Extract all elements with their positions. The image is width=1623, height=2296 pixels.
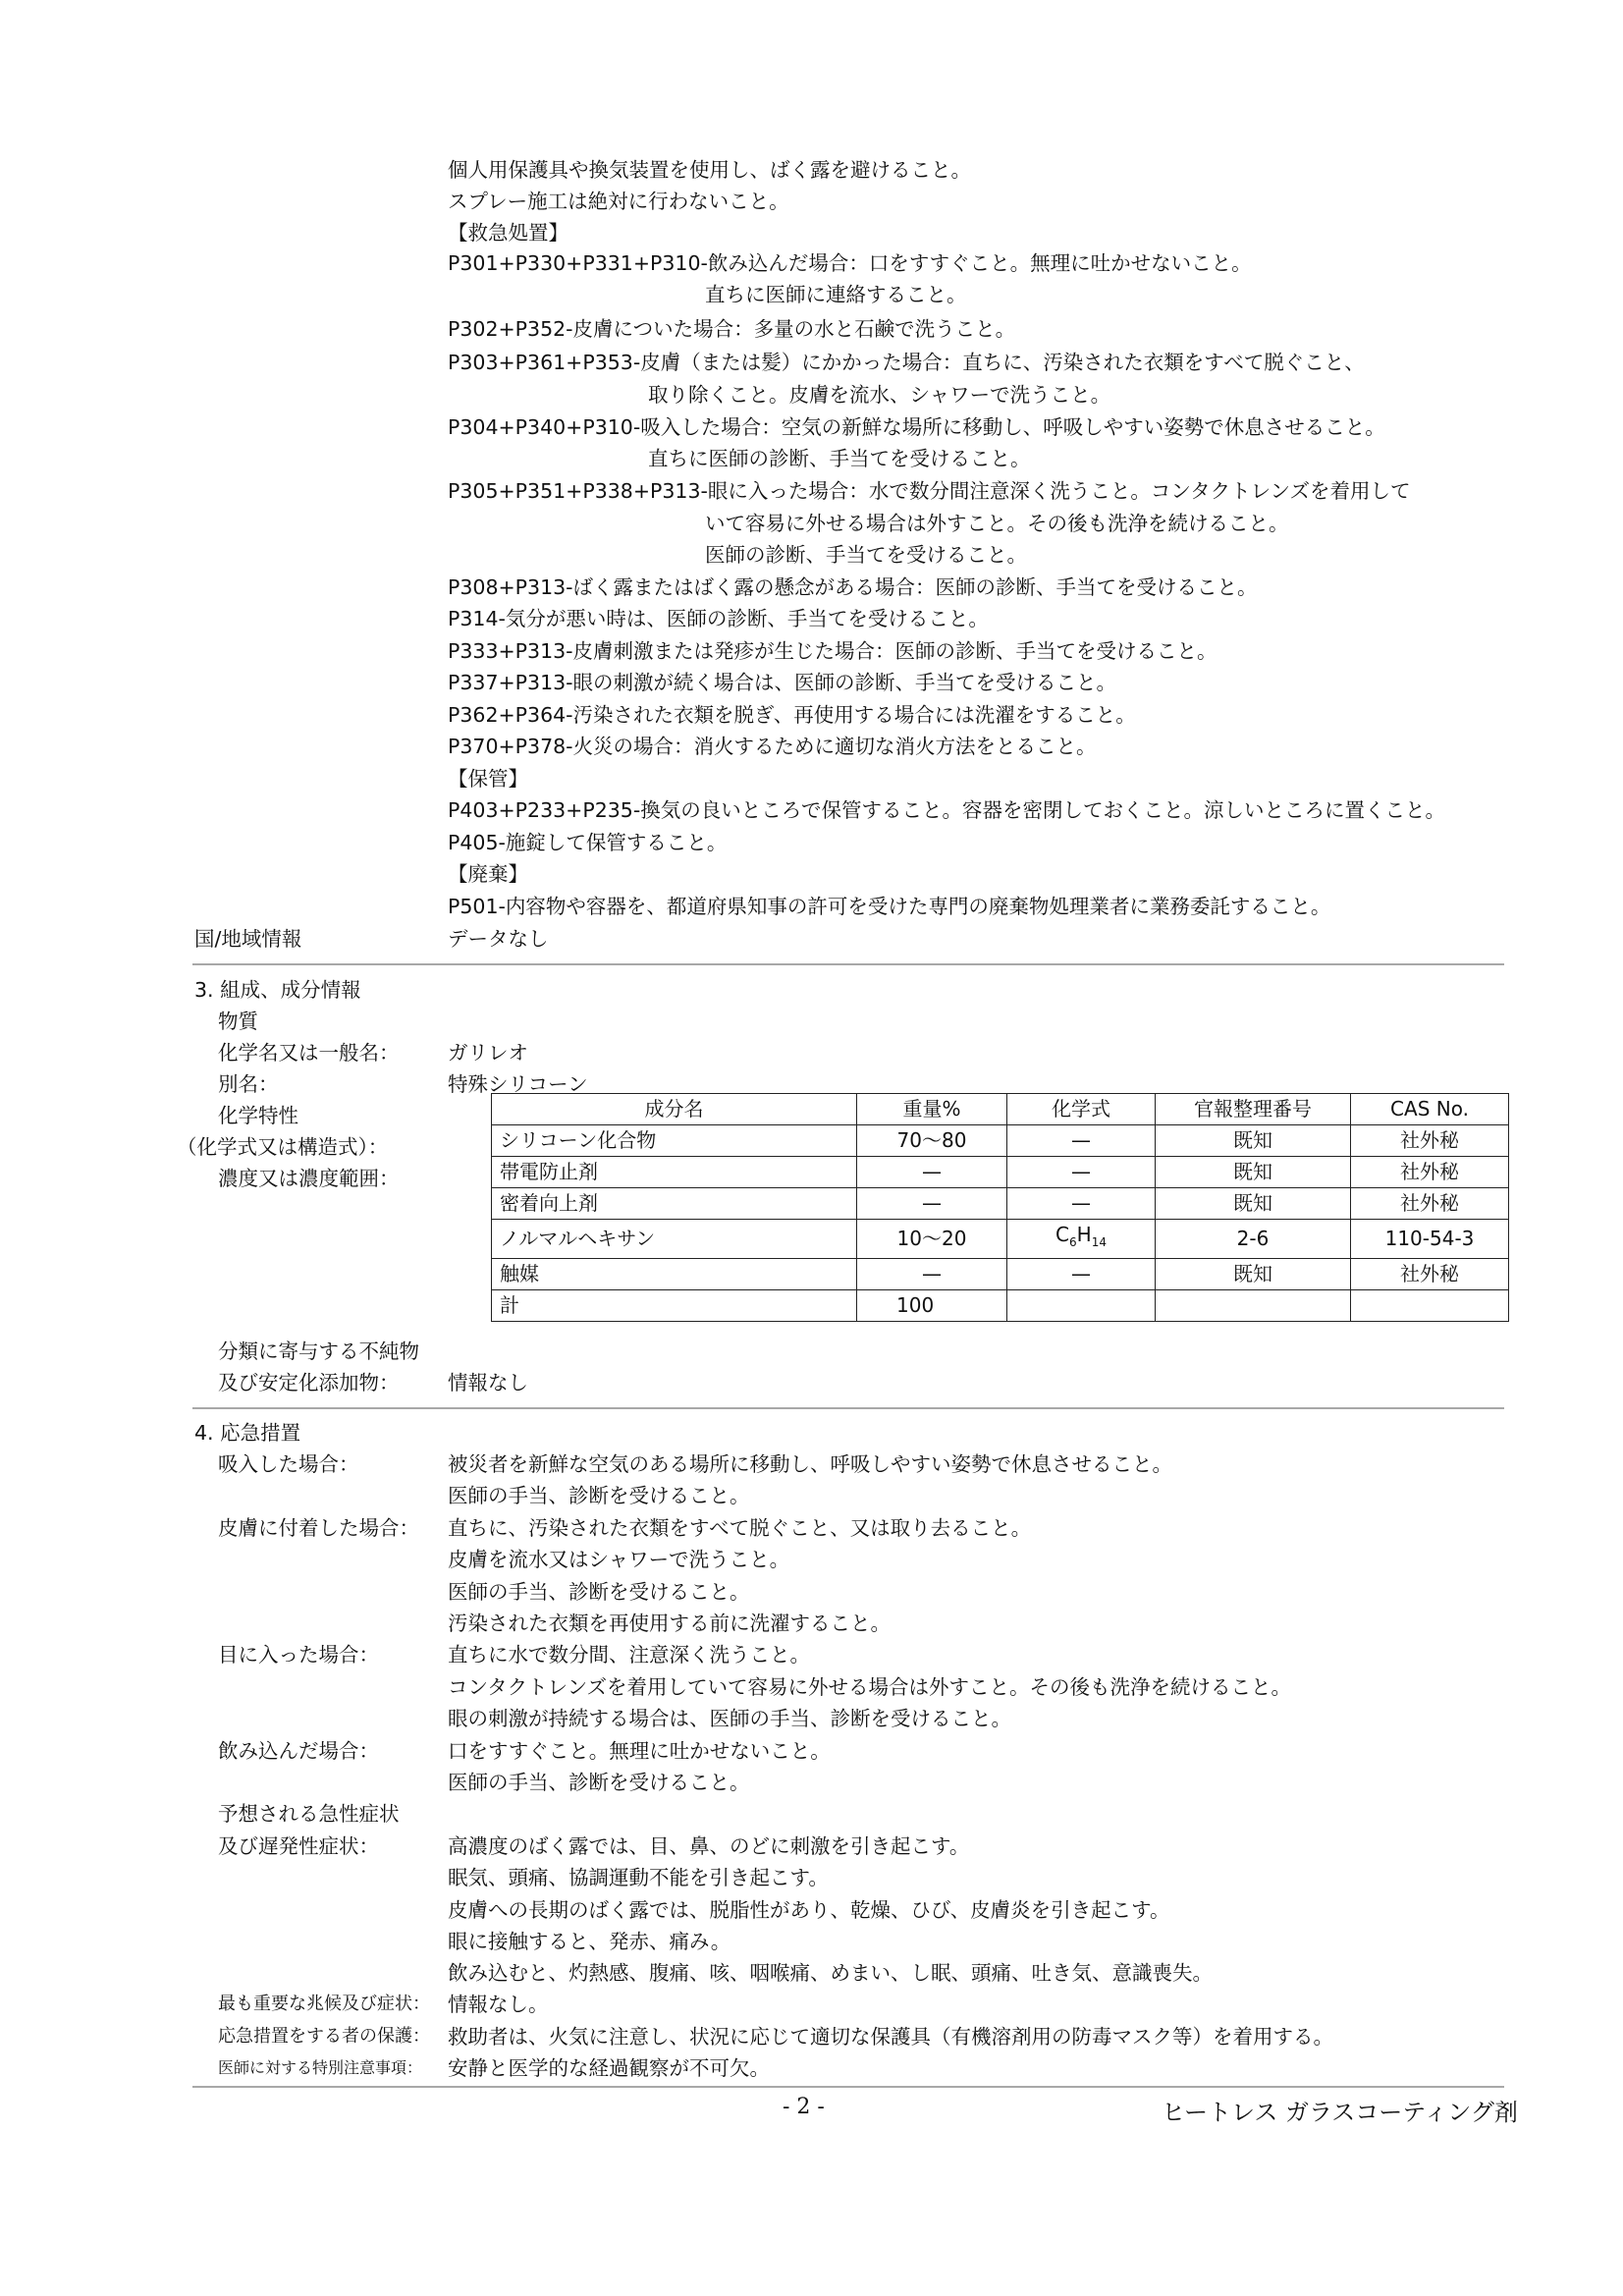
impurity-label-2: 及び安定化添加物： bbox=[218, 1371, 400, 1394]
table-header: 重量% bbox=[857, 1094, 1007, 1125]
text-line: P314-気分が悪い時は、医師の診断、手当てを受けること。 bbox=[448, 607, 989, 630]
rescuer-protection-value: 救助者は、火気に注意し、状況に応じて適切な保護具（有機溶剤用の防毒マスク等）を着用する。 bbox=[448, 2025, 1333, 2049]
table-cell: 既知 bbox=[1156, 1157, 1351, 1188]
table-cell: — bbox=[1007, 1157, 1156, 1188]
text-line: スプレー施工は絶対に行わないこと。 bbox=[448, 190, 789, 213]
text-line: P303+P361+P353-皮膚（または髪）にかかった場合：直ちに、汚染された衣類をすべて脱ぐこと、 bbox=[448, 351, 1365, 374]
table-header: 官報整理番号 bbox=[1156, 1094, 1351, 1125]
table-cell: — bbox=[1007, 1188, 1156, 1220]
doctor-note-label: 医師に対する特別注意事項： bbox=[218, 2058, 423, 2077]
table-header-row bbox=[492, 1094, 1509, 1125]
text-line: 飲み込むと、灼熱感、腹痛、咳、咽喉痛、めまい、し眠、頭痛、吐き気、意識喪失。 bbox=[448, 1961, 1213, 1985]
text-line: 医師の診断、手当てを受けること。 bbox=[705, 543, 1027, 567]
subheading-storage: 【保管】 bbox=[448, 767, 528, 791]
table-cell bbox=[1007, 1290, 1156, 1322]
text-line: P308+P313-ばく露またはばく露の懸念がある場合：医師の診断、手当てを受けること。 bbox=[448, 575, 1258, 599]
formula-c-subscript: 6 bbox=[1069, 1235, 1077, 1249]
table-cell: シリコーン化合物 bbox=[492, 1125, 857, 1157]
table-cell-formula bbox=[1007, 1220, 1156, 1259]
table-header: CAS No. bbox=[1351, 1094, 1509, 1125]
table-cell bbox=[1351, 1290, 1509, 1322]
table-cell: 帯電防止剤 bbox=[492, 1157, 857, 1188]
impurity-value: 情報なし bbox=[448, 1371, 528, 1394]
rescuer-protection-label: 応急措置をする者の保護： bbox=[218, 2026, 430, 2047]
text-line: 医師の手当、診断を受けること。 bbox=[448, 1580, 750, 1604]
region-info-label: 国/地域情報 bbox=[194, 927, 302, 951]
text-line: P305+P351+P338+P313-眼に入った場合：水で数分間注意深く洗うこと。コンタクトレンズを着用して bbox=[448, 479, 1411, 503]
text-line: P370+P378-火災の場合：消火するために適切な消火方法をとること。 bbox=[448, 735, 1097, 758]
table-cell: — bbox=[857, 1157, 1007, 1188]
composition-table bbox=[491, 1093, 1509, 1322]
formula-c: C bbox=[1055, 1223, 1069, 1246]
table-cell: — bbox=[857, 1259, 1007, 1290]
divider bbox=[192, 963, 1504, 965]
text-line: P362+P364-汚染された衣類を脱ぎ、再使用する場合には洗濯をすること。 bbox=[448, 703, 1136, 727]
skin-label: 皮膚に付着した場合： bbox=[218, 1516, 419, 1540]
text-line: コンタクトレンズを着用していて容易に外せる場合は外すこと。その後も洗浄を続けること。 bbox=[448, 1675, 1292, 1699]
section-title: 4. 応急措置 bbox=[194, 1421, 301, 1445]
text-line: 皮膚を流水又はシャワーで洗うこと。 bbox=[448, 1548, 790, 1571]
text-line: 汚染された衣類を再使用する前に洗濯すること。 bbox=[448, 1612, 891, 1635]
text-line: P302+P352-皮膚についた場合：多量の水と石鹸で洗うこと。 bbox=[448, 317, 1016, 341]
table-header: 成分名 bbox=[492, 1094, 857, 1125]
page-number: - 2 - bbox=[783, 2095, 825, 2119]
important-symptom-value: 情報なし。 bbox=[448, 1993, 549, 2016]
text-line: 医師の手当、診断を受けること。 bbox=[448, 1771, 750, 1794]
table-cell: 触媒 bbox=[492, 1259, 857, 1290]
text-line: 直ちに医師の診断、手当てを受けること。 bbox=[648, 447, 1031, 470]
text-line: 個人用保護具や換気装置を使用し、ばく露を避けること。 bbox=[448, 158, 971, 182]
table-cell: — bbox=[1007, 1259, 1156, 1290]
important-symptom-label: 最も重要な兆候及び症状： bbox=[218, 1994, 430, 2014]
table-row bbox=[492, 1157, 1509, 1188]
name-value: ガリレオ bbox=[448, 1041, 528, 1065]
text-line: 直ちに、汚染された衣類をすべて脱ぐこと、又は取り去ること。 bbox=[448, 1516, 1032, 1540]
text-line: 口をすすぐこと。無理に吐かせないこと。 bbox=[448, 1739, 831, 1763]
text-line: 直ちに医師に連絡すること。 bbox=[705, 283, 967, 306]
table-cell: 既知 bbox=[1156, 1259, 1351, 1290]
table-cell: 2-6 bbox=[1156, 1220, 1351, 1259]
table-header: 化学式 bbox=[1007, 1094, 1156, 1125]
table-cell: ノルマルヘキサン bbox=[492, 1220, 857, 1259]
text-line: 高濃度のばく露では、目、鼻、のどに刺激を引き起こす。 bbox=[448, 1834, 970, 1858]
doctor-note-value: 安静と医学的な経過観察が不可欠。 bbox=[448, 2056, 770, 2080]
table-cell: — bbox=[1007, 1125, 1156, 1157]
text-line: 皮膚への長期のばく露では、脱脂性があり、乾燥、ひび、皮膚炎を引き起こす。 bbox=[448, 1898, 1170, 1922]
table-row bbox=[492, 1259, 1509, 1290]
text-line: 眠気、頭痛、協調運動不能を引き起こす。 bbox=[448, 1866, 829, 1889]
text-line: P403+P233+P235-換気の良いところで保管すること。容器を密閉しておくこと。涼しいところに置くこと。 bbox=[448, 798, 1446, 822]
chem-property-label: 化学特性 bbox=[218, 1104, 298, 1127]
formula-h-subscript: 14 bbox=[1091, 1235, 1107, 1249]
text-line: 被災者を新鮮な空気のある場所に移動し、呼吸しやすい姿勢で休息させること。 bbox=[448, 1452, 1172, 1476]
table-cell: 社外秘 bbox=[1351, 1188, 1509, 1220]
table-cell: 密着向上剤 bbox=[492, 1188, 857, 1220]
table-cell: 既知 bbox=[1156, 1188, 1351, 1220]
alias-label: 別名： bbox=[218, 1072, 279, 1096]
subheading-disposal: 【廃棄】 bbox=[448, 862, 528, 886]
table-cell: 70～80 bbox=[857, 1125, 1007, 1157]
text-line: P405-施錠して保管すること。 bbox=[448, 831, 728, 854]
section-title: 3. 組成、成分情報 bbox=[194, 978, 361, 1002]
table-cell: 計 bbox=[492, 1290, 857, 1322]
symptom-label: 予想される急性症状 bbox=[218, 1802, 400, 1826]
table-cell: 110-54-3 bbox=[1351, 1220, 1509, 1259]
inhalation-label: 吸入した場合： bbox=[218, 1452, 359, 1476]
text-line: 直ちに水で数分間、注意深く洗うこと。 bbox=[448, 1643, 810, 1667]
divider bbox=[192, 2086, 1504, 2088]
region-info-value: データなし bbox=[448, 927, 549, 951]
formula-h: H bbox=[1076, 1223, 1092, 1246]
table-cell: 社外秘 bbox=[1351, 1125, 1509, 1157]
chem-formula-label: （化学式又は構造式）： bbox=[177, 1135, 389, 1159]
table-row bbox=[492, 1188, 1509, 1220]
table-row-total bbox=[492, 1290, 1509, 1322]
text-line: P337+P313-眼の刺激が続く場合は、医師の診断、手当てを受けること。 bbox=[448, 671, 1117, 694]
table-cell: 既知 bbox=[1156, 1125, 1351, 1157]
table-row bbox=[492, 1125, 1509, 1157]
product-name: ヒートレス ガラスコーティング剤 bbox=[1162, 2099, 1518, 2126]
alias-value: 特殊シリコーン bbox=[448, 1072, 588, 1096]
text-line: P333+P313-皮膚刺激または発疹が生じた場合：医師の診断、手当てを受けること。 bbox=[448, 639, 1217, 663]
table-cell: 社外秘 bbox=[1351, 1157, 1509, 1188]
table-cell: — bbox=[857, 1188, 1007, 1220]
divider bbox=[192, 1407, 1504, 1409]
text-line: 取り除くこと。皮膚を流水、シャワーで洗うこと。 bbox=[648, 383, 1111, 407]
eye-label: 目に入った場合： bbox=[218, 1643, 379, 1667]
substance-label: 物質 bbox=[218, 1010, 258, 1033]
concentration-label: 濃度又は濃度範囲： bbox=[218, 1167, 400, 1190]
text-line: P501-内容物や容器を、都道府県知事の許可を受けた専門の廃棄物処理業者に業務委託すること。 bbox=[448, 895, 1331, 918]
table-row bbox=[492, 1220, 1509, 1259]
text-line: 眼に接触すると、発赤、痛み。 bbox=[448, 1930, 731, 1953]
text-line: P304+P340+P310-吸入した場合：空気の新鮮な場所に移動し、呼吸しやすい姿勢で休息させること。 bbox=[448, 415, 1385, 439]
ingestion-label: 飲み込んだ場合： bbox=[218, 1739, 379, 1763]
text-line: P301+P330+P331+P310-飲み込んだ場合：口をすすぐこと。無理に吐かせないこと。 bbox=[448, 251, 1252, 275]
name-label: 化学名又は一般名： bbox=[218, 1041, 400, 1065]
text-line: 医師の手当、診断を受けること。 bbox=[448, 1484, 750, 1507]
table-cell: 100 bbox=[857, 1290, 1007, 1322]
table-cell: 社外秘 bbox=[1351, 1259, 1509, 1290]
text-line: 眼の刺激が持続する場合は、医師の手当、診断を受けること。 bbox=[448, 1707, 1011, 1730]
text-line: いて容易に外せる場合は外すこと。その後も洗浄を続けること。 bbox=[705, 512, 1289, 535]
subheading-first-aid: 【救急処置】 bbox=[448, 221, 568, 245]
impurity-label: 分類に寄与する不純物 bbox=[218, 1339, 419, 1363]
table-cell bbox=[1156, 1290, 1351, 1322]
table-cell: 10～20 bbox=[857, 1220, 1007, 1259]
symptom-label-2: 及び遅発性症状： bbox=[218, 1834, 379, 1858]
